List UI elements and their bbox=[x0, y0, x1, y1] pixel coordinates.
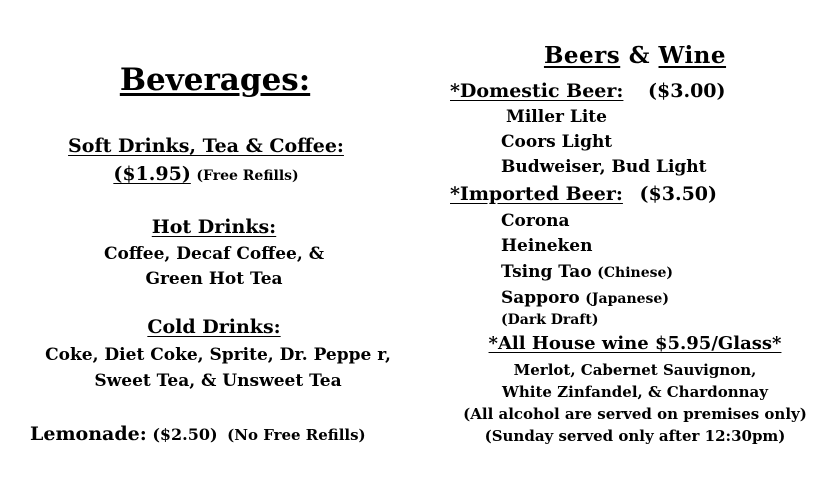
house-wine-heading-text: *All House wine $5.95/Glass* bbox=[488, 333, 782, 354]
hot-drinks-line-1: Coffee, Decaf Coffee, & bbox=[103, 244, 325, 264]
beers-wine-title-amp: & bbox=[628, 42, 650, 69]
imported-item-sapporo bbox=[501, 288, 669, 308]
imported-item-corona: Corona bbox=[501, 211, 570, 231]
domestic-beer-heading bbox=[450, 80, 726, 102]
domestic-item-budweiser: Budweiser, Bud Light bbox=[501, 157, 707, 177]
beers-wine-title-part2: Wine bbox=[658, 42, 727, 69]
beverages-title: Beverages: bbox=[119, 62, 311, 98]
hot-drinks-heading bbox=[58, 216, 370, 238]
domestic-item-miller: Miller Lite bbox=[506, 107, 607, 127]
tsingtao-name: Tsing Tao bbox=[501, 262, 592, 282]
cold-drinks-heading-text: Cold Drinks: bbox=[147, 316, 281, 338]
cold-drinks-line-2: Sweet Tea, & Unsweet Tea bbox=[94, 371, 342, 391]
imported-beer-label: *Imported Beer: bbox=[450, 183, 623, 205]
beers-wine-title bbox=[440, 42, 816, 69]
imported-item-tsingtao bbox=[501, 262, 673, 282]
lemonade-line bbox=[30, 423, 366, 445]
domestic-item-coors: Coors Light bbox=[501, 132, 613, 152]
imported-beer-heading bbox=[450, 183, 717, 205]
soft-drinks-heading bbox=[50, 135, 362, 157]
sapporo-dark-draft: (Dark Draft) bbox=[501, 312, 599, 328]
house-wine-heading bbox=[450, 333, 816, 354]
cold-drinks-line-1: Coke, Diet Coke, Sprite, Dr. Peppe r, bbox=[45, 345, 391, 365]
hot-drinks-heading-text: Hot Drinks: bbox=[151, 216, 277, 238]
sapporo-name: Sapporo bbox=[501, 288, 580, 308]
imported-beer-price: ($3.50) bbox=[639, 183, 718, 205]
cold-drinks-heading bbox=[58, 316, 370, 338]
beers-wine-title-part1: Beers bbox=[543, 42, 621, 69]
hot-drinks-line-2: Green Hot Tea bbox=[145, 269, 283, 289]
lemonade-price: ($2.50) bbox=[152, 425, 218, 444]
domestic-beer-label: *Domestic Beer: bbox=[450, 80, 624, 102]
sunday-notice: (Sunday served only after 12:30pm) bbox=[484, 427, 786, 445]
soft-drinks-note: (Free Refills) bbox=[196, 168, 299, 184]
tsingtao-note: (Chinese) bbox=[597, 265, 674, 281]
soft-drinks-heading-text: Soft Drinks, Tea & Coffee: bbox=[68, 135, 344, 157]
sapporo-note: (Japanese) bbox=[585, 291, 669, 307]
domestic-beer-price: ($3.00) bbox=[648, 80, 726, 102]
wine-line-2: White Zinfandel, & Chardonnay bbox=[502, 383, 768, 401]
lemonade-label: Lemonade: bbox=[30, 423, 147, 445]
lemonade-note: (No Free Refills) bbox=[227, 426, 366, 444]
imported-item-heineken: Heineken bbox=[501, 236, 593, 256]
alcohol-notice: (All alcohol are served on premises only) bbox=[463, 405, 807, 423]
wine-line-1: Merlot, Cabernet Sauvignon, bbox=[513, 361, 757, 379]
soft-drinks-price: ($1.95) bbox=[113, 163, 191, 185]
soft-drinks-price-line bbox=[50, 163, 362, 185]
